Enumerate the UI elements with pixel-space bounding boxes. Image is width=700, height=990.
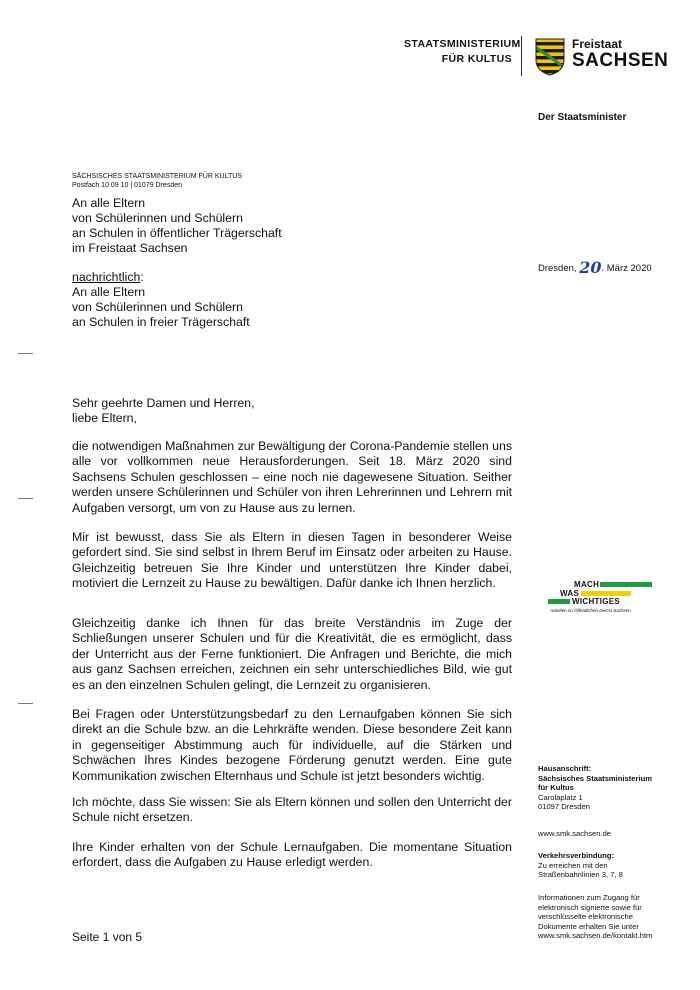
date-day-handwritten: 20 [579,258,602,277]
info-line: elektronisch signierte sowie für [538,902,642,912]
salutation-line2: liebe Eltern, [72,411,137,425]
sidebar-address [538,764,652,812]
transit-line: Straßenbahnlinien 3, 7, 8 [538,870,623,880]
minister-title: Der Staatsminister [538,112,627,123]
recipient-address [72,196,282,256]
transit-line: Zu erreichen mit den [538,860,608,870]
ministry-name-line1: STAATSMINISTERIUM [404,38,521,50]
letter-date [538,258,652,277]
state-label-small: Freistaat [572,37,623,51]
website-link[interactable]: www.smk.sachsen.de [538,829,612,838]
header-divider [521,36,522,76]
campaign-bar-green [600,582,652,587]
sender-line1: SÄCHSISCHES STAATSMINISTERIUM FÜR KULTUS [72,173,242,180]
contact-link[interactable]: www.smk.sachsen.de/kontakt.htm [538,931,653,941]
ministry-name [404,37,521,67]
recipient-line: An alle Eltern [72,196,146,210]
campaign-word3: WICHTIGES [572,597,621,606]
body-paragraph: Bei Fragen oder Unterstützungsbedarf zu den Lernaufgaben können Sie sich direkt an die Schule bzw. an die Lehrkräfte wenden. Diese besondere Zeit kann in gegenseitiger Abstimmung auch für individuelle, auf die Stärken und Schwächen Ihres Kindes bezogene Förderung genutzt werden. Eine gute Kommunikation zwischen Elternhaus und Schule ist jetzt besonders wichtig. [72,707,512,783]
sender-address [72,172,242,190]
transit-heading: Verkehrsverbindung: [538,851,614,860]
cc-line: an Schulen in freier Trägerschaft [72,315,250,329]
cc-colon: : [140,270,144,284]
info-line: Informationen zum Zugang für [538,893,640,902]
campaign-bar-yellow [581,591,631,596]
body-paragraph: Mir ist bewusst, dass Sie als Eltern in diesen Tagen in besonderer Weise gefordert sind. Sie sind selbst in Ihrem Beruf im Einsatz oder arbeiten zu Hause. Gleichzeitig betreuen Sie Ihre Kinder und unterstützen Ihre Kinder dabei, motiviert die Lernzeit zu Hause zu bewältigen. Dafür danke ich Ihnen herzlich. [72,530,512,591]
cc-address [72,270,250,330]
body-paragraph: Gleichzeitig danke ich Ihnen für das breite Verständnis im Zuge der Schließungen unserer Schulen und für die Kreativität, die es ermöglicht, dass der Unterricht aus der Ferne funktioniert. Die Anfragen und Berichte, die mich aus ganz Sachsen erreichen, zeichnen ein sehr unterschiedliches Bild, wie gut es an den einzelnen Schulen gelingt, die Lernzeit zu organisieren. [72,616,512,692]
cc-label: nachrichtlich [72,270,141,284]
ministry-name-line2: FÜR KULTUS [441,53,512,65]
address-org: für Kultus [538,783,574,793]
state-label [572,38,668,70]
address-heading: Hausanschrift: [538,764,592,773]
recipient-line: an Schulen in öffentlicher Trägerschaft [72,226,282,240]
address-city: 01097 Dresden [538,802,590,812]
state-label-large: SACHSEN [572,50,669,71]
recipient-line: im Freistaat Sachsen [72,241,188,255]
salutation-line1: Sehr geehrte Damen und Herren, [72,396,255,410]
sidebar-info [538,893,652,941]
cc-line: An alle Eltern [72,285,146,299]
campaign-word2: WAS [560,589,580,598]
address-org: Sächsisches Staatsministerium [538,773,652,783]
info-line: verschlüsselte elektronische [538,912,633,922]
body-paragraph: die notwendigen Maßnahmen zur Bewältigung der Corona-Pandemie stellen uns alle vor vollkommen neue Herausforderungen. Seit 18. März 2020 sind Sachsens Schulen geschlossen – eine noch nie dagewesene Situation. Seither werden unsere Schülerinnen und Schüler von ihren Lehrerinnen und Lehrern mit Aufgaben versorgt, um von zu Hause aus zu lernen. [72,439,512,515]
date-prefix: Dresden, [538,263,577,274]
address-street: Carolaplatz 1 [538,792,583,802]
campaign-word1: MACH [574,580,600,589]
fold-mark [18,703,33,704]
campaign-logo [548,580,658,616]
fold-mark [18,498,33,499]
salutation [72,396,255,426]
date-suffix: . März 2020 [601,263,652,274]
page-number: Seite 1 von 5 [72,930,143,944]
body-paragraph: Ihre Kinder erhalten von der Schule Lernaufgaben. Die momentane Situation erfordert, dass die Aufgaben zu Hause erledigt werden. [72,840,512,870]
sidebar-transit [538,851,623,880]
fold-mark [18,353,33,354]
info-line: Dokumente erhalten Sie unter [538,921,639,931]
cc-heading [72,270,250,285]
body-paragraph: Ich möchte, dass Sie wissen: Sie als Eltern können und sollen den Unterricht der Schule nicht ersetzen. [72,795,512,825]
saxony-coat-of-arms-icon [535,38,565,76]
recipient-line: von Schülerinnen und Schülern [72,211,243,225]
campaign-bar-green-small [548,599,570,604]
sender-line2: Postfach 10 09 10 | 01079 Dresden [72,182,183,189]
campaign-tagline: Arbeiten im Öffentlichen Dienst Sachsen [550,608,631,613]
cc-line: von Schülerinnen und Schülern [72,300,243,314]
